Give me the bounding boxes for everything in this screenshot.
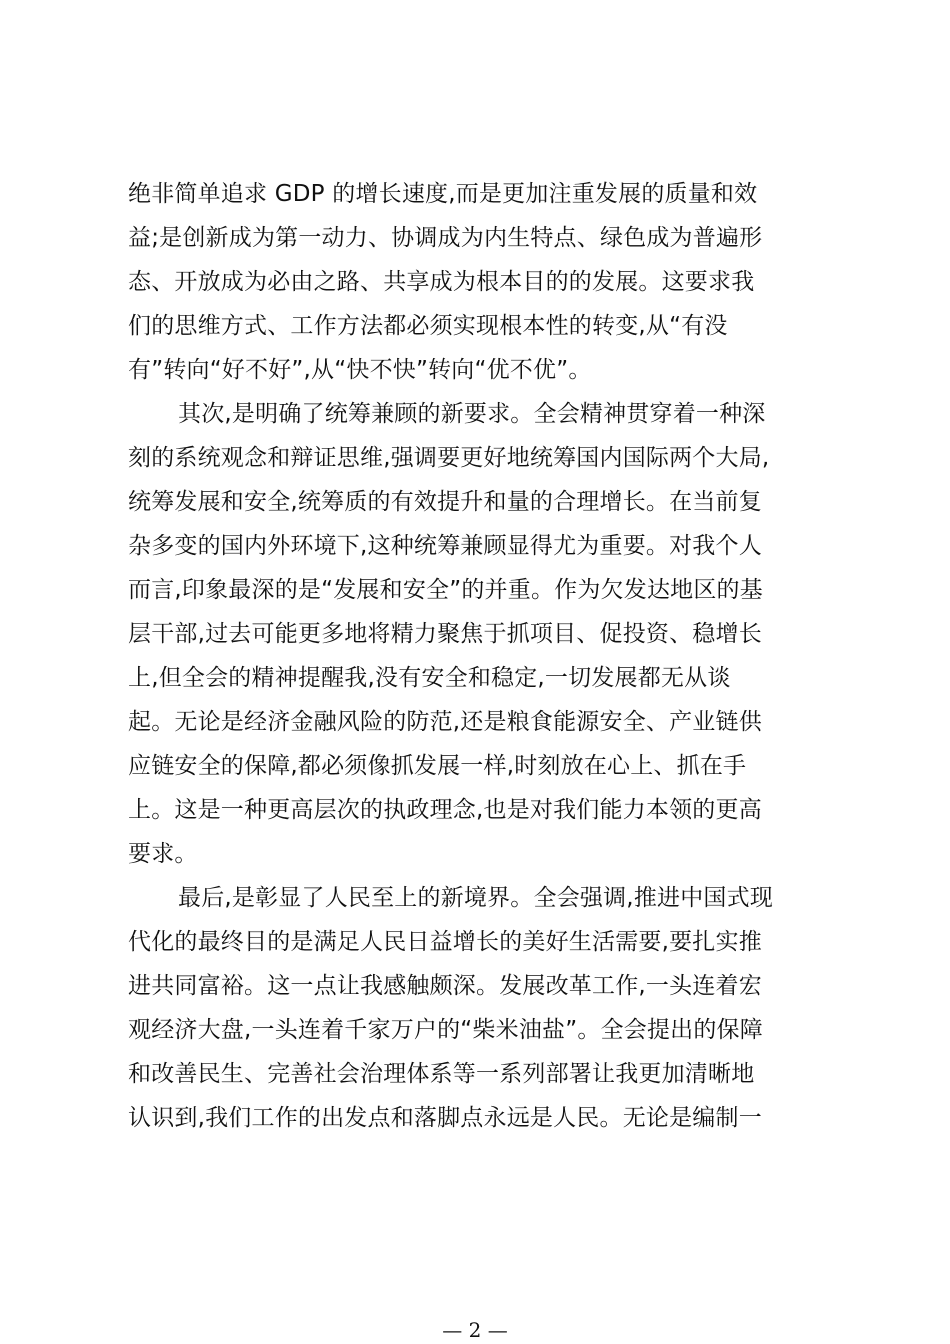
text-line: 应链安全的保障,都必须像抓发展一样,时刻放在心上、抓在手: [128, 753, 747, 779]
text-line: 们的思维方式、工作方法都必须实现根本性的转变,从“有没: [128, 313, 728, 339]
text-line: 益;是创新成为第一动力、协调成为内生特点、绿色成为普遍形: [128, 225, 763, 251]
text-line: 刻的系统观念和辩证思维,强调要更好地统筹国内国际两个大局,: [128, 445, 770, 471]
text-line: 统筹发展和安全,统筹质的有效提升和量的合理增长。在当前复: [128, 489, 762, 515]
text-line: 而言,印象最深的是“发展和安全”的并重。作为欠发达地区的基: [128, 577, 763, 603]
body-text: [128, 172, 828, 1140]
text-line: 起。无论是经济金融风险的防范,还是粮食能源安全、产业链供: [128, 709, 762, 735]
text-line: 要求。: [128, 841, 198, 867]
paragraph-start-line: 其次,是明确了统筹兼顾的新要求。全会精神贯穿着一种深: [178, 401, 766, 427]
text-line: 杂多变的国内外环境下,这种统筹兼顾显得尤为重要。对我个人: [128, 533, 762, 559]
paragraph-start-line: 最后,是彰显了人民至上的新境界。全会强调,推进中国式现: [178, 885, 774, 911]
text-line: 代化的最终目的是满足人民日益增长的美好生活需要,要扎实推: [128, 929, 762, 955]
page-number: — 2 —: [442, 1318, 508, 1342]
text-line: 进共同富裕。这一点让我感触颇深。发展改革工作,一头连着宏: [128, 973, 762, 999]
text-line: 态、开放成为必由之路、共享成为根本目的的发展。这要求我: [128, 269, 755, 295]
text-line: 上。这是一种更高层次的执政理念,也是对我们能力本领的更高: [128, 797, 762, 823]
text-line: 认识到,我们工作的出发点和落脚点永远是人民。无论是编制一: [128, 1105, 762, 1131]
text-line: 观经济大盘,一头连着千家万户的“柴米油盐”。全会提出的保障: [128, 1017, 763, 1043]
text-line: 层干部,过去可能更多地将精力聚焦于抓项目、促投资、稳增长: [128, 621, 762, 647]
text-line: 和改善民生、完善社会治理体系等一系列部署让我更加清晰地: [128, 1061, 755, 1087]
text-line: 绝非简单追求 GDP 的增长速度,而是更加注重发展的质量和效: [128, 181, 758, 207]
text-line: 有”转向“好不好”,从“快不快”转向“优不优”。: [128, 357, 592, 383]
text-line: 上,但全会的精神提醒我,没有安全和稳定,一切发展都无从谈: [128, 665, 731, 691]
